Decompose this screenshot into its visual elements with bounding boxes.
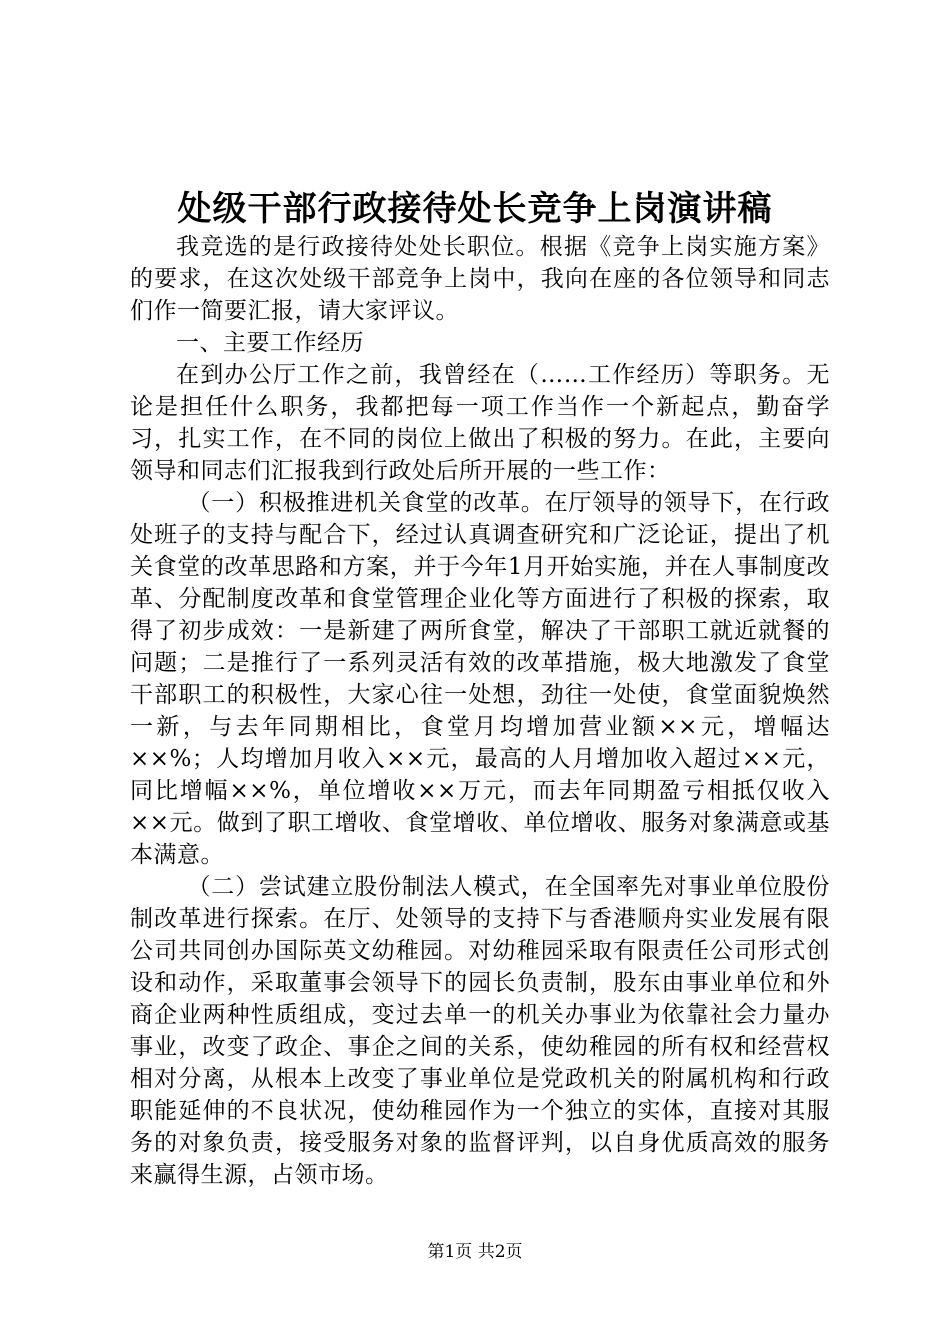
paragraph-item-2: （二）尝试建立股份制法人模式，在全国率先对事业单位股份制改革进行探索。在厅、处领导的支持下与香港顺舟实业发展有限公司共同创办国际英文幼稚园。对幼稚园采取有限责任公司形式创设和动作，采取董事会领导下的园长负责制，股东由事业单位和外商企业两种性质组成，变过去单一的机关办事业为依靠社会力量办事业，改变了政企、事企之间的关系，使幼稚园的所有权和经营权相对分离，从根本上改变了事业单位是党政机关的附属机构和行政职能延伸的不良状况，使幼稚园作为一个独立的实体，直接对其服务的对象负责，接受服务对象的监督评判，以自身优质高效的服务来赢得生源，占领市场。 bbox=[130, 874, 830, 1188]
paragraph-item-1: （一）积极推进机关食堂的改革。在厅领导的领导下，在行政处班子的支持与配合下，经过认真调查研究和广泛论证，提出了机关食堂的改革思路和方案，并于今年1月开始实施，并在人事制度改革、分配制度改革和食堂管理企业化等方面进行了积极的探索，取得了初步成效：一是新建了两所食堂，解决了干部职工就近就餐的问题；二是推行了一系列灵活有效的改革措施，极大地激发了食堂干部职工的积极性，大家心往一处想，劲往一处使，食堂面貌焕然一新，与去年同期相比，食堂月均增加营业额××元，增幅达××%；人均增加月收入××元，最高的人月增加收入超过××元，同比增幅××%，单位增收××万元，而去年同期盈亏相抵仅收入××元。做到了职工增收、食堂增收、单位增收、服务对象满意或基本满意。 bbox=[130, 490, 830, 868]
paragraph-work-history: 在到办公厅工作之前，我曾经在（……工作经历）等职务。无论是担任什么职务，我都把每一项工作当作一个新起点，勤奋学习，扎实工作，在不同的岗位上做出了积极的努力。在此，主要向领导和同志们汇报我到行政处后所开展的一些工作： bbox=[130, 362, 830, 484]
section-heading: 一、主要工作经历 bbox=[176, 330, 364, 356]
paragraph-intro: 我竞选的是行政接待处处长职位。根据《竞争上岗实施方案》的要求，在这次处级干部竞争上岗中，我向在座的各位领导和同志们作一简要汇报，请大家评议。 bbox=[130, 234, 830, 324]
document-body bbox=[130, 231, 830, 1191]
document-title: 处级干部行政接待处长竞争上岗演讲稿 bbox=[177, 189, 773, 229]
page-number-footer: 第1页 共2页 bbox=[427, 1242, 523, 1262]
